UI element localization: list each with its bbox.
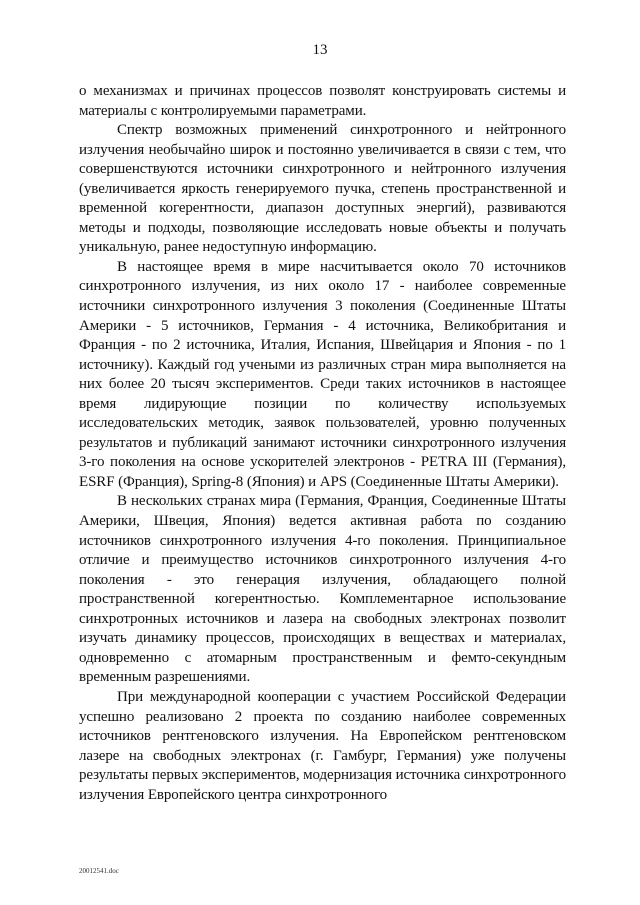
paragraph-5: При международной кооперации с участием Российской Федерации успешно реализовано 2 проекта по созданию наиболее современных источников рентгеновского излучения. На Европейском рентгеновском лазере на свободных электронах (г. Гамбург, Германия) уже получены результаты первых экспериментов, модернизация источника синхротронного излучения Европейского центра синхротронного: [79, 688, 566, 803]
paragraph-3: В настоящее время в мире насчитывается около 70 источников синхротронного излучения, из них около 17 - наиболее современные источники синхротронного излучения 3 поколения (Соединенные Штаты Америки - 5 источников, Германия - 4 источника, Великобритания и Франция - по 2 источника, Италия, Испания, Швейцария и Япония - по 1 источнику). Каждый год учеными из различных стран мира выполняется на них более 20 тысяч экспериментов. Среди таких источников в настоящее время лидирующие позиции по количеству используемых исследовательских методик, заявок пользователей, уровню полученных результатов и публикаций занимают источники синхротронного излучения 3-го поколения на основе ускорителей электронов - PETRA III (Германия), ESRF (Франция), Spring-8 (Япония) и APS (Соединенные Штаты Америки).: [79, 258, 566, 490]
document-body: [79, 82, 566, 805]
paragraph-2: Спектр возможных применений синхротронного и нейтронного излучения необычайно широк и постоянно увеличивается в связи с тем, что совершенствуются источники синхротронного и нейтронного излучения (увеличивается яркость генерируемого пучка, степень пространственной и временной когерентности, диапазон доступных энергий), развиваются методы и подходы, позволяющие исследовать новые объекты и получать уникальную, ранее недоступную информацию.: [79, 122, 566, 256]
paragraph-4: В нескольких странах мира (Германия, Франция, Соединенные Штаты Америки, Швеция, Япония) ведется активная работа по созданию источников синхротронного излучения 4-го поколения. Принципиальное отличие и преимущество источников синхротронного излучения 4-го поколения - это генерация излучения, обладающего полной пространственной когерентностью. Комплементарное использование синхротронных источников и лазера на свободных электронах позволит изучать динамику процессов, происходящих в веществах и материалах, одновременно с атомарным пространственным и фемто-секундным временным разрешениями.: [79, 493, 566, 686]
paragraph-1: о механизмах и причинах процессов позволят конструировать системы и материалы с контролируемыми параметрами.: [79, 83, 566, 119]
footer-filename: 20012541.doc: [79, 867, 119, 875]
page-number: 13: [312, 42, 328, 58]
